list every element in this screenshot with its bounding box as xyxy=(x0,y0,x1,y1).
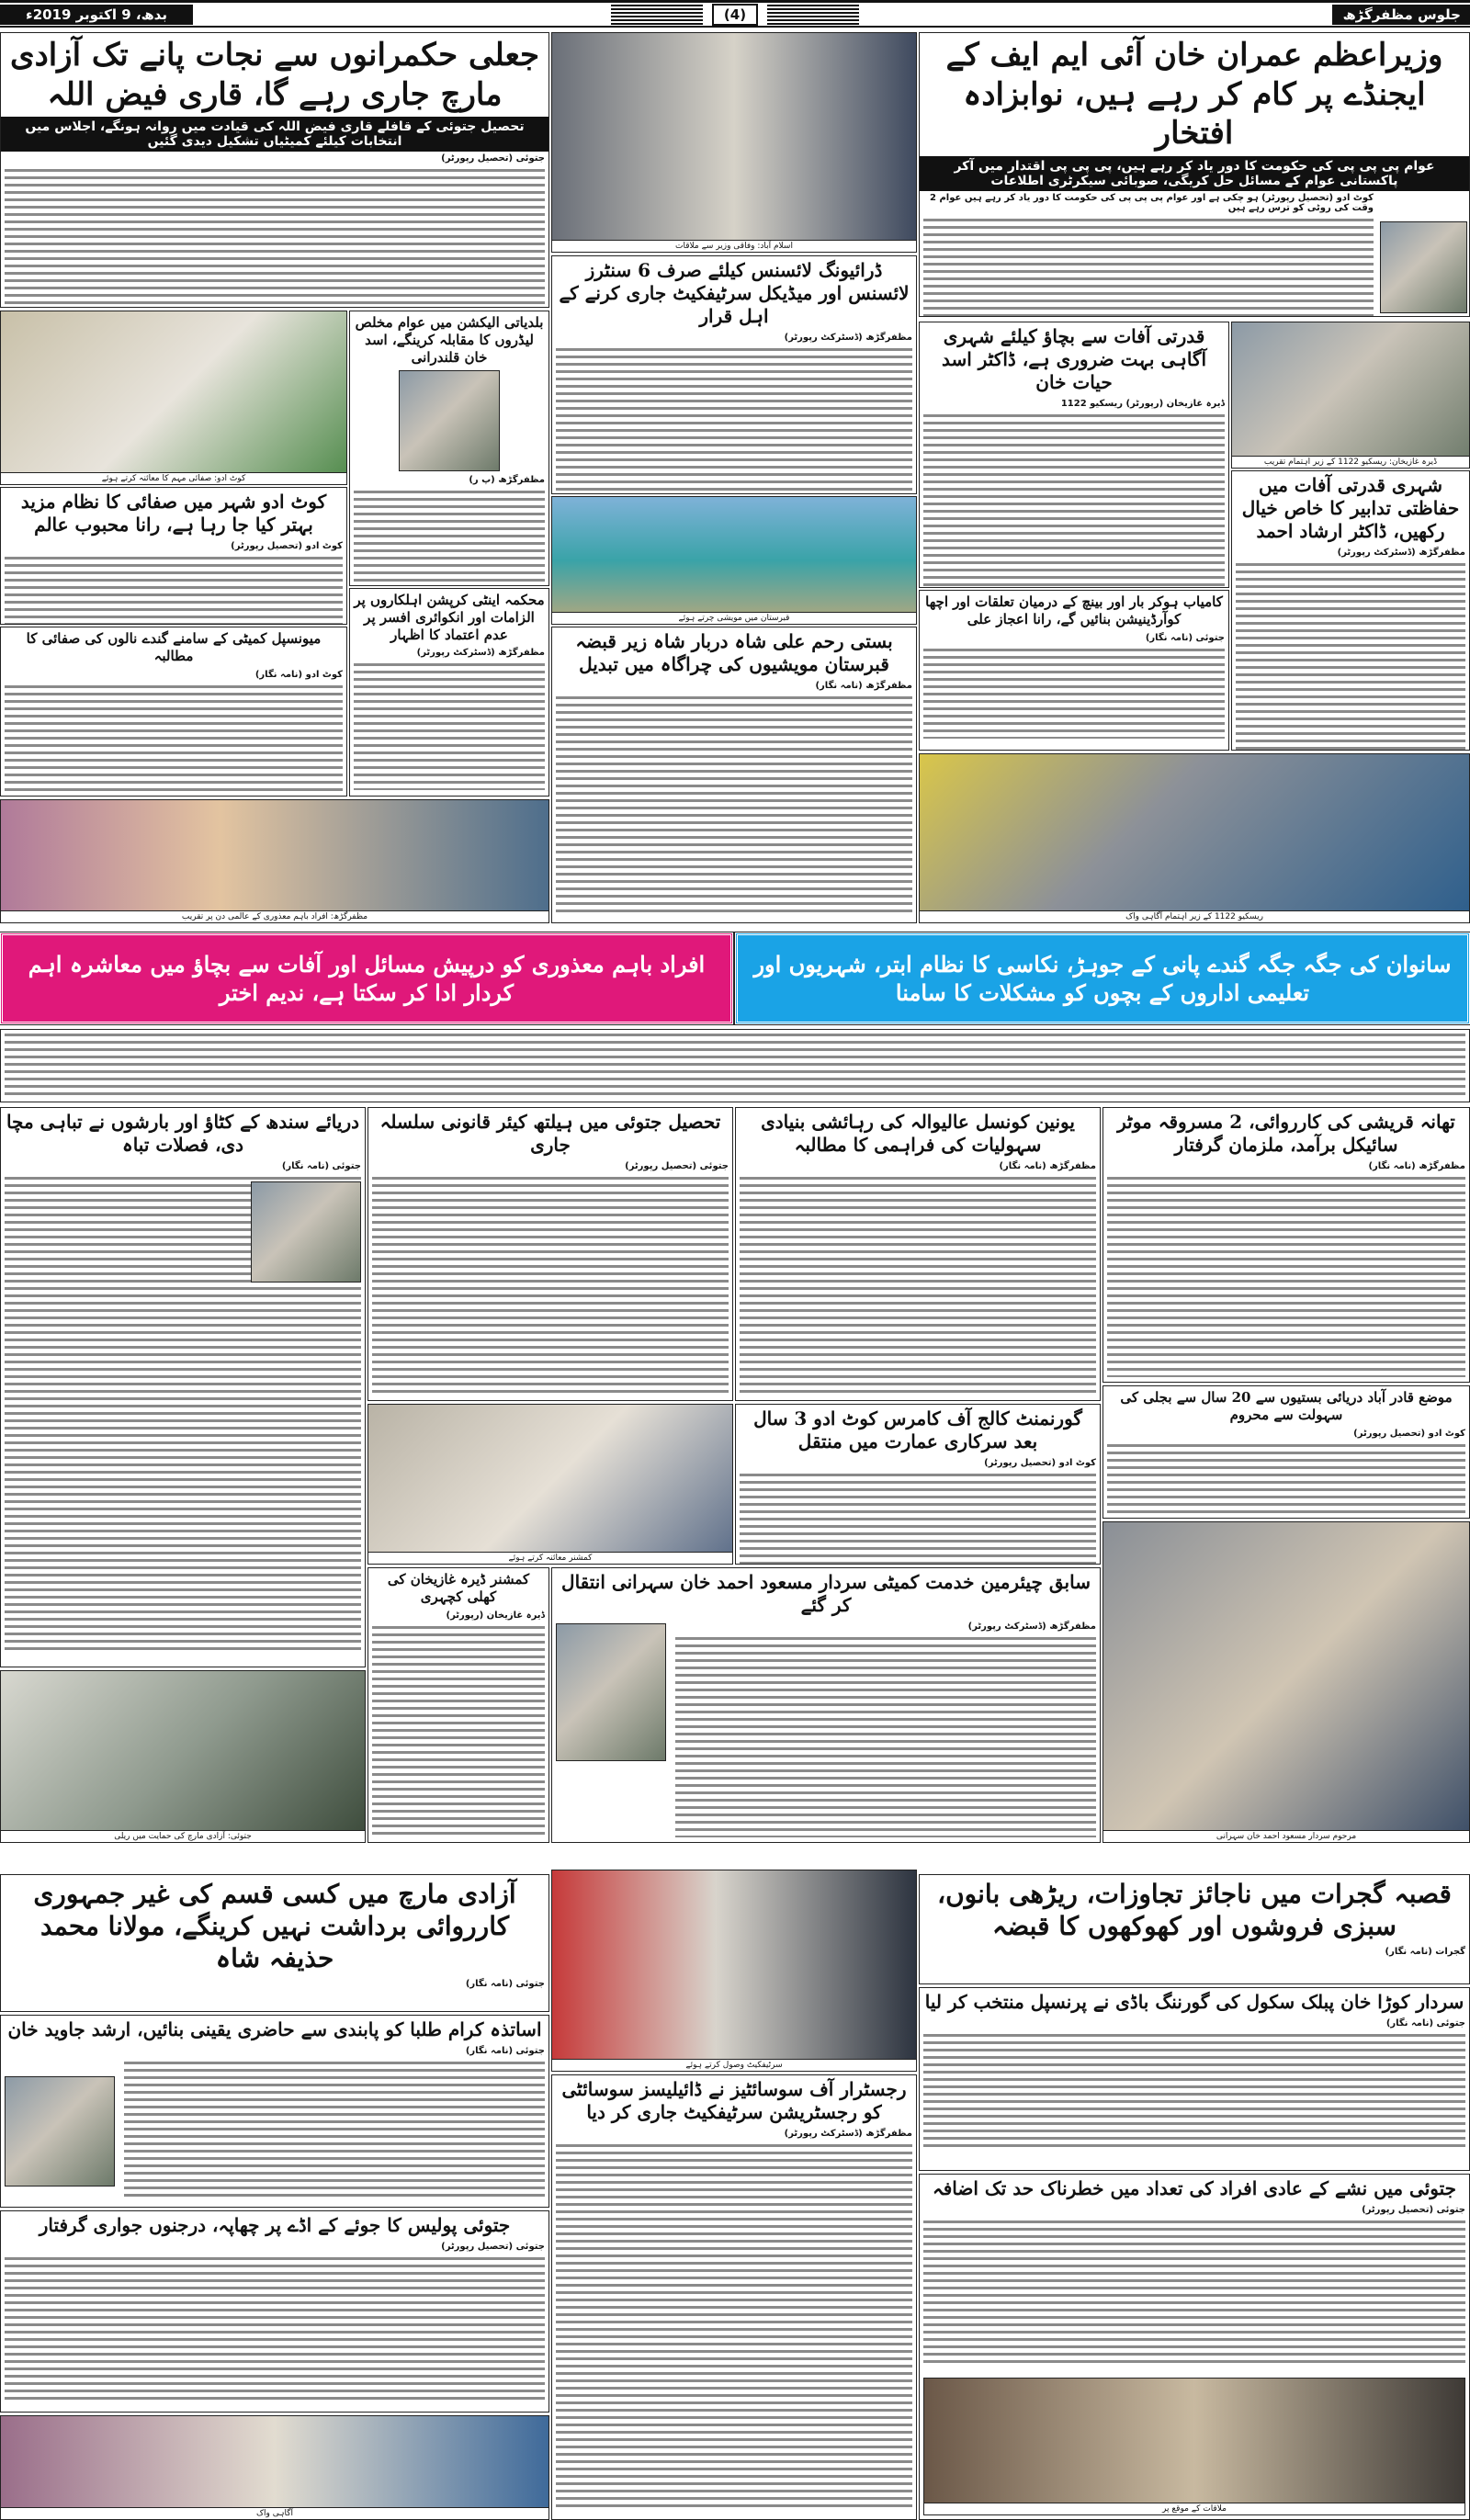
page-number: (4) xyxy=(712,4,758,26)
article-drug-addicts xyxy=(919,2174,1470,2520)
article-driving-license xyxy=(551,255,917,494)
rally-photo: جتوئی: آزادی مارچ کی حمایت میں ریلی xyxy=(0,1670,366,1843)
article-commerce-college xyxy=(735,1404,1101,1565)
article-kot-addu-cleaning xyxy=(0,487,347,625)
article-encroachment xyxy=(919,1874,1470,1984)
portrait-photo xyxy=(1380,221,1467,313)
dateline: جتوئی (تحصیل رپورٹر) xyxy=(625,1161,729,1171)
headline: قصبہ گجرات میں ناجائز تجاوزات، ریڑھی بانوں، سبزی فروشوں اور کھوکھوں کا قبضہ xyxy=(937,1879,1452,1941)
meeting-photo: اسلام آباد: وفاقی وزیر سے ملاقات xyxy=(551,32,917,253)
dateline: مظفرگڑھ (ڈسٹرکٹ رپورٹر) xyxy=(784,333,912,343)
article-body xyxy=(923,647,1225,739)
article-commissioner xyxy=(368,1567,549,1843)
article-body xyxy=(923,412,1225,587)
article-health-care xyxy=(368,1107,733,1401)
article-body xyxy=(1107,1442,1465,1516)
decorative-stripes xyxy=(611,5,703,25)
banner-lead-text xyxy=(0,1029,1470,1102)
certificate-photo: سرٹیفکیٹ وصول کرتے ہوئے xyxy=(551,1870,917,2072)
article-graveyard xyxy=(551,627,917,923)
article-drainage-demand xyxy=(0,627,347,797)
masthead xyxy=(0,0,1470,28)
headline: تحصیل جتوئی میں ہیلتھ کیئر قانونی سلسلہ جاری xyxy=(379,1111,721,1156)
article-police-raid xyxy=(1102,1107,1470,1383)
meeting-photo: ملاقات کے موقع پر xyxy=(923,2378,1465,2515)
dateline: جتوئی (نامہ نگار) xyxy=(281,1161,361,1171)
article-disaster-awareness xyxy=(919,322,1229,588)
headline: کامیاب ہوکر بار اور بینچ کے درمیان تعلقات اور اچھا کوآرڈینیشن بنائیں گے، رانا اعجاز علی xyxy=(925,593,1223,627)
subheadline: تحصیل جتوئی کے قافلے قاری فیض اللہ کی قیادت میں روانہ ہونگے، اجلاس میں انتخابات کیلئے کمیٹیاں تشکیل دیدی گئیں xyxy=(1,117,548,152)
headline: سردار کوڑا خان پبلک سکول کی گورننگ باڈی نے پرنسپل منتخب کر لیا xyxy=(924,1991,1464,2013)
article-gambling-raid xyxy=(0,2210,549,2413)
article-body xyxy=(923,2032,1465,2152)
headline: جعلی حکمرانوں سے نجات پانے تک آزادی مارچ جاری رہے گا، قاری فیض اللہ xyxy=(9,37,540,113)
article-body xyxy=(556,695,912,915)
dateline: جتوئی (نامہ نگار) xyxy=(465,2046,545,2056)
article-body xyxy=(1236,561,1465,751)
dateline: ڈیرہ غازیخان (رپورٹر) xyxy=(446,1610,545,1621)
headline: تھانہ قریشی کی کارروائی، 2 مسروقہ موٹر سائیکل برآمد، ملزمان گرفتار xyxy=(1117,1111,1455,1156)
article-dialysis xyxy=(551,2074,917,2520)
article-body xyxy=(354,661,545,790)
walk-photo: آگاہی واک xyxy=(0,2415,549,2520)
headline: سابق چیئرمین خدمت کمیٹی سردار مسعود احمد خان سہرانی انتقال کر گئے xyxy=(561,1571,1091,1616)
dateline: جتوئی (تحصیل رپورٹر) xyxy=(441,153,545,164)
article-imran-khan-imf xyxy=(919,32,1470,317)
dateline: مظفرگڑھ (نامہ نگار) xyxy=(815,681,912,691)
banner-headline-blue: سانوان کی جگہ جگہ گندے پانی کے جوہڑ، نکاسی کا نظام ابتر، شہریوں اور تعلیمی اداروں کے بچوں کو مشکلات کا سامنا xyxy=(735,932,1470,1024)
article-body xyxy=(354,489,545,586)
headline: آزادی مارچ میں کسی قسم کی غیر جمہوری کارروائی برداشت نہیں کرینگے، مولانا محمد حذیفہ شاہ xyxy=(33,1879,516,1973)
article-river-erosion xyxy=(0,1107,366,1667)
article-body xyxy=(5,2255,545,2402)
article-body xyxy=(740,1175,1096,1396)
article-obituary xyxy=(551,1567,1101,1843)
headline: اساتذہ کرام طلبا کو پابندی سے حاضری یقینی بنائیں، ارشد جاوید خان xyxy=(7,2018,542,2040)
portrait-photo xyxy=(399,370,500,471)
headline: موضع قادر آباد دریائی بستیوں سے 20 سال سے بجلی کی سہولت سے محروم xyxy=(1120,1389,1453,1423)
article-body xyxy=(372,1175,729,1396)
cleaning-photo: کوٹ ادو: صفائی مہم کا معائنہ کرتے ہوئے xyxy=(0,311,347,485)
dateline: جتوئی (تحصیل رپورٹر) xyxy=(441,2242,545,2252)
article-body xyxy=(923,2219,1465,2366)
dateline: کوٹ ادو (تحصیل رپورٹر) xyxy=(1353,1428,1465,1439)
dateline: مظفرگڑھ (ڈسٹرکٹ رپورٹر) xyxy=(784,2129,912,2139)
dateline: مظفرگڑھ (نامہ نگار) xyxy=(999,1161,1096,1171)
headline: میونسپل کمیٹی کے سامنے گندے نالوں کی صفائی کا مطالبہ xyxy=(26,630,322,664)
dateline: جتوئی (نامہ نگار) xyxy=(465,1979,545,1989)
headline: بلدیاتی الیکشن میں عوام مخلص لیڈروں کا مقابلہ کرینگے، اسد خان قلندرانی xyxy=(355,314,544,366)
dateline: مظفرگڑھ (ڈسٹرکٹ رپورٹر) xyxy=(416,648,545,659)
subheadline: عوام پی پی پی کی حکومت کا دور یاد کر رہے ہیں، پی پی پی اقتدار میں آکر پاکستانی عوام کے مسائل حل کریگی، صوبائی سیکرٹری اطلاعات xyxy=(920,156,1469,191)
group-photo: مظفرگڑھ: افراد باہم معذوری کے عالمی دن پر تقریب xyxy=(0,799,549,923)
dateline: جتوئی (نامہ نگار) xyxy=(1385,2018,1465,2028)
dateline: جتوئی (نامہ نگار) xyxy=(1145,632,1225,643)
dateline: ڈیرہ غازیخان (رپورٹر) ریسکیو 1122 xyxy=(1060,399,1225,409)
issue-date: بدھ، 9 اکتوبر 2019ء xyxy=(0,5,193,25)
decorative-stripes xyxy=(767,5,859,25)
headline: جتوئی پولیس کا جوئے کے اڈے پر چھاپہ، درجنوں جواری گرفتار xyxy=(39,2214,511,2236)
banner-headline-pink: افراد باہم معذوری کو درپیش مسائل اور آفات سے بچاؤ میں معاشرہ اہم کردار ادا کر سکتا ہے، ندیم اختر xyxy=(0,932,733,1024)
headline: یونین کونسل عالیوالہ کی رہائشی بنیادی سہولیات کی فراہمی کا مطالبہ xyxy=(761,1111,1075,1156)
headline: گورنمنٹ کالج آف کامرس کوٹ ادو 3 سال بعد سرکاری عمارت میں منتقل xyxy=(753,1407,1082,1452)
dateline: مظفرگڑھ (پ ر) xyxy=(469,475,545,486)
article-no-electricity xyxy=(1102,1385,1470,1519)
article-body xyxy=(5,167,545,305)
article-body xyxy=(5,684,343,797)
headline: وزیراعظم عمران خان آئی ایم ایف کے ایجنڈے پر کام کر رہے ہیں، نوابزادہ افتخار xyxy=(945,37,1443,152)
shrine-photo: قبرستان میں مویشی چرتے ہوئے xyxy=(551,496,917,625)
portrait-photo xyxy=(251,1181,361,1283)
article-body xyxy=(675,1635,1096,1837)
article-azadi-march-huzaifa xyxy=(0,1874,549,2012)
portrait-photo xyxy=(5,2076,115,2187)
article-body xyxy=(923,217,1374,318)
article-body xyxy=(5,555,343,625)
dateline: گجرات (نامہ نگار) xyxy=(1385,1947,1465,1957)
article-body xyxy=(740,1472,1096,1564)
article-body xyxy=(1107,1175,1465,1377)
headline: کوٹ ادو شہر میں صفائی کا نظام مزید بہتر کیا جا رہا ہے، رانا محبوب عالم xyxy=(20,491,327,536)
headline: شہری قدرتی آفات میں حفاظتی تدابیر کا خاص خیال رکھیں، ڈاکٹر ارشاد احمد xyxy=(1241,474,1460,542)
article-body xyxy=(124,2060,545,2198)
dateline: کوٹ ادو (تحصیل رپورٹر) ہو چکی ہے اور عوام پی پی پی کی حکومت کا دور یاد کر رہے ہیں عوام 2 وقت کی روٹی کو ترس رہے ہیں xyxy=(930,192,1374,213)
headline: قدرتی آفات سے بچاؤ کیلئے شہری آگاہی بہت ضروری ہے، ڈاکٹر اسد حیات خان xyxy=(941,325,1207,393)
obituary-portrait xyxy=(556,1623,666,1761)
headline: کمشنر ڈیرہ غازیخان کی کھلی کچہری xyxy=(387,1571,530,1605)
dateline: کوٹ ادو (نامہ نگار) xyxy=(254,669,343,680)
article-teachers xyxy=(0,2015,549,2208)
article-body xyxy=(372,1624,545,1836)
visit-photo: کمشنر معائنہ کرتے ہوئے xyxy=(368,1404,733,1565)
headline: رجسٹرار آف سوسائٹیز نے ڈائیلیسز سوسائٹی کو رجسٹریشن سرٹیفکیٹ جاری کر دیا xyxy=(561,2078,907,2123)
article-school-principal xyxy=(919,1987,1470,2171)
article-azadi-march-qari xyxy=(0,32,549,308)
dateline: مظفرگڑھ (ڈسٹرکٹ رپورٹر) xyxy=(1337,548,1465,558)
article-citizens-safety xyxy=(1231,470,1470,751)
article-body xyxy=(556,2142,912,2510)
article-bar-bench xyxy=(919,590,1229,751)
article-anti-corruption xyxy=(349,588,549,797)
headline: جتوئی میں نشے کے عادی افراد کی تعداد میں خطرناک حد تک اضافہ xyxy=(932,2177,1456,2199)
headline: بستی رحم علی شاہ دربار شاہ زیر قبضہ قبرستان مویشیوں کی چراگاہ میں تبدیل xyxy=(575,630,893,675)
article-union-council xyxy=(735,1107,1101,1401)
article-body xyxy=(556,346,912,494)
dateline: کوٹ ادو (تحصیل رپورٹر) xyxy=(231,541,343,551)
headline: ڈرائیونگ لائسنس کیلئے صرف 6 سنٹرز لائسنس اور میڈیکل سرٹیفکیٹ جاری کرنے کے اہل قرار xyxy=(559,259,910,327)
event-photo: ڈیرہ غازیخان: ریسکیو 1122 کے زیر اہتمام تقریب xyxy=(1231,322,1470,469)
rescue-walk-photo: ریسکیو 1122 کے زیر اہتمام آگاہی واک xyxy=(919,753,1470,923)
dateline: مظفرگڑھ (نامہ نگار) xyxy=(1368,1161,1465,1171)
headline: دریائے سندھ کے کٹاؤ اور بارشوں نے تباہی مچا دی، فصلات تباہ xyxy=(6,1111,360,1156)
dateline: مظفرگڑھ (ڈسٹرکٹ رپورٹر) xyxy=(967,1622,1096,1632)
dateline: کوٹ ادو (تحصیل رپورٹر) xyxy=(984,1458,1096,1468)
article-local-elections xyxy=(349,311,549,586)
dateline: جتوئی (تحصیل رپورٹر) xyxy=(1362,2205,1465,2215)
newspaper-name: جلوس مظفرگڑھ xyxy=(1332,5,1470,25)
headline: محکمہ اینٹی کرپشن اہلکاروں پر الزامات اور انکوائری افسر پر عدم اعتماد کا اظہار xyxy=(354,592,545,643)
portraits-photo: مرحوم سردار مسعود احمد خان سہرانی xyxy=(1102,1521,1470,1843)
